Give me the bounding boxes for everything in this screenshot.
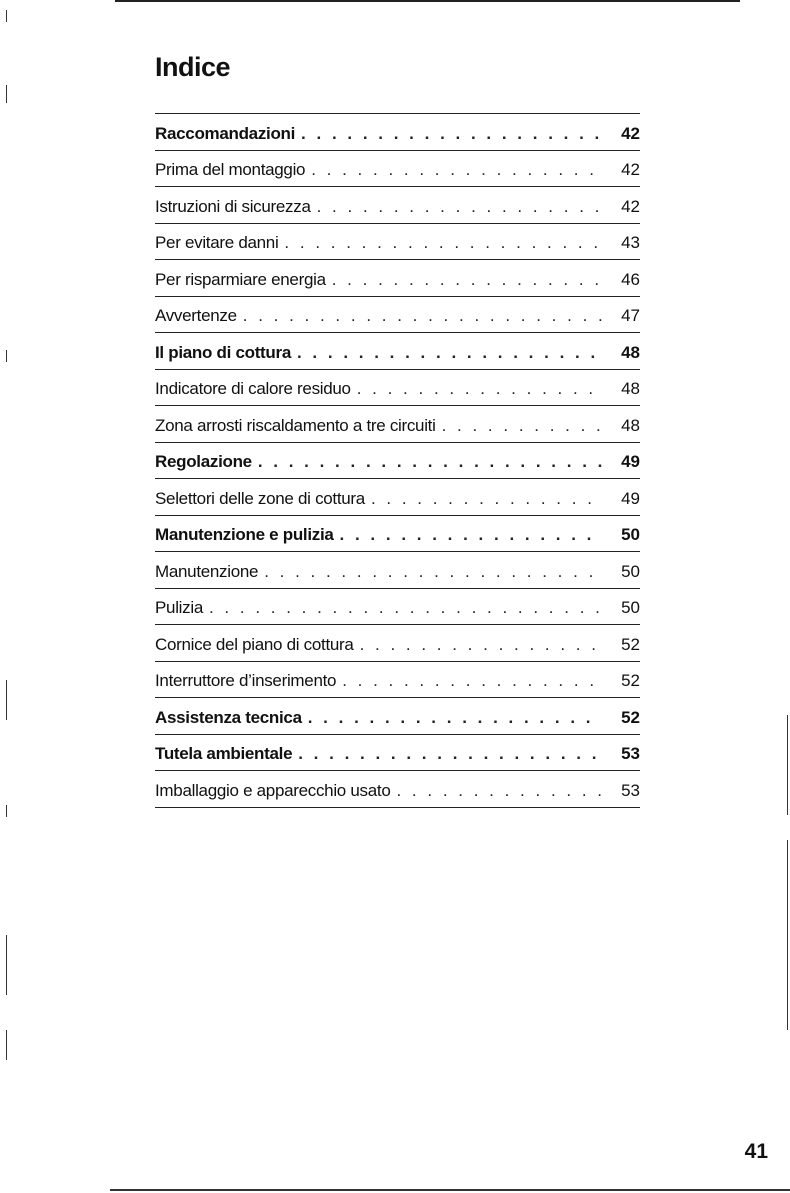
bottom-rule: [110, 1189, 790, 1191]
toc-dot-leader: [360, 635, 602, 655]
toc-entry-page: 49: [621, 488, 640, 508]
margin-mark: [6, 1030, 7, 1060]
margin-mark: [6, 680, 7, 720]
toc-entry-page: 52: [621, 634, 640, 654]
toc-entry[interactable]: [155, 589, 640, 626]
toc-dot-leader: [340, 525, 602, 545]
toc-dot-leader: [258, 452, 602, 472]
toc-dot-leader: [311, 160, 602, 180]
toc-dot-leader: [308, 708, 602, 728]
toc-entry-page: 53: [621, 744, 640, 764]
toc-entry[interactable]: [155, 333, 640, 370]
toc-entry[interactable]: [155, 771, 640, 808]
toc-dot-leader: [301, 124, 602, 144]
toc-entry-page: 50: [621, 598, 640, 618]
toc-entry-title: Manutenzione: [155, 561, 259, 581]
toc-entry-title: Regolazione: [155, 452, 252, 472]
toc-entry-page: 52: [621, 671, 640, 691]
toc-dot-leader: [396, 781, 602, 801]
toc-dot-leader: [284, 233, 602, 253]
toc-entry-title: Per risparmiare energia: [155, 269, 326, 289]
toc-dot-leader: [297, 343, 602, 363]
toc-entry-page: 49: [621, 452, 640, 472]
toc-entry[interactable]: [155, 735, 640, 772]
toc-entry-title: Il piano di cottura: [155, 342, 291, 362]
toc-entry-page: 42: [621, 123, 640, 143]
toc-entry-page: 52: [621, 707, 640, 727]
toc-entry-title: Imballaggio e apparecchio usato: [155, 780, 391, 800]
toc-entry-title: Assistenza tecnica: [155, 707, 302, 727]
toc-dot-leader: [298, 744, 602, 764]
toc-dot-leader: [371, 489, 602, 509]
toc-dot-leader: [442, 416, 602, 436]
toc-dot-leader: [243, 306, 602, 326]
toc-entry-page: 46: [621, 269, 640, 289]
toc-entry[interactable]: [155, 625, 640, 662]
toc-entry-title: Pulizia: [155, 598, 203, 618]
toc-entry-title: Interruttore d’inserimento: [155, 671, 337, 691]
toc-entry[interactable]: [155, 443, 640, 480]
toc-entry-title: Selettori delle zone di cottura: [155, 488, 365, 508]
toc-entry[interactable]: [155, 662, 640, 699]
toc-entry-page: 53: [621, 780, 640, 800]
toc-dot-leader: [317, 197, 602, 217]
toc-entry-title: Per evitare danni: [155, 233, 279, 253]
toc-dot-leader: [357, 379, 602, 399]
top-rule: [115, 0, 740, 2]
toc-entry-page: 48: [621, 342, 640, 362]
toc-dot-leader: [209, 598, 602, 618]
toc-entry-page: 50: [621, 561, 640, 581]
page-title: Indice: [155, 52, 231, 82]
toc-entry-page: 50: [621, 525, 640, 545]
toc-entry-title: Indicatore di calore residuo: [155, 379, 351, 399]
toc-entry[interactable]: [155, 260, 640, 297]
toc-entry[interactable]: [155, 516, 640, 553]
margin-mark: [787, 715, 788, 815]
toc-entry-title: Tutela ambientale: [155, 744, 293, 764]
toc-entry[interactable]: [155, 698, 640, 735]
toc-entry-page: 48: [621, 415, 640, 435]
page-number: 41: [744, 1140, 768, 1163]
toc-entry-page: 48: [621, 379, 640, 399]
toc-entry[interactable]: [155, 151, 640, 188]
toc-entry[interactable]: [155, 224, 640, 261]
toc-entry-title: Zona arrosti riscaldamento a tre circuiti: [155, 415, 436, 435]
margin-mark: [6, 85, 7, 103]
margin-mark: [6, 10, 7, 22]
toc-entry-title: Prima del montaggio: [155, 160, 306, 180]
toc-dot-leader: [332, 270, 602, 290]
toc-entry[interactable]: [155, 297, 640, 334]
toc-entry[interactable]: [155, 406, 640, 443]
toc-entry-page: 43: [621, 233, 640, 253]
margin-mark: [6, 935, 7, 995]
toc-entry[interactable]: [155, 370, 640, 407]
margin-mark: [6, 805, 7, 817]
toc-dot-leader: [264, 562, 602, 582]
toc-entry-title: Cornice del piano di cottura: [155, 634, 354, 654]
toc-dot-leader: [342, 671, 602, 691]
toc-entry[interactable]: [155, 552, 640, 589]
margin-mark: [787, 840, 788, 1030]
margin-mark: [6, 350, 7, 362]
toc-entry-page: 47: [621, 306, 640, 326]
toc-entry-page: 42: [621, 160, 640, 180]
toc-entry[interactable]: [155, 187, 640, 224]
toc-entry[interactable]: [155, 479, 640, 516]
toc-entry-title: Raccomandazioni: [155, 123, 296, 143]
toc-entry[interactable]: [155, 114, 640, 151]
toc-entry-title: Avvertenze: [155, 306, 237, 326]
toc-entry-title: Istruzioni di sicurezza: [155, 196, 311, 216]
toc-entry-title: Manutenzione e pulizia: [155, 525, 334, 545]
toc-entry-page: 42: [621, 196, 640, 216]
table-of-contents: [155, 113, 640, 808]
